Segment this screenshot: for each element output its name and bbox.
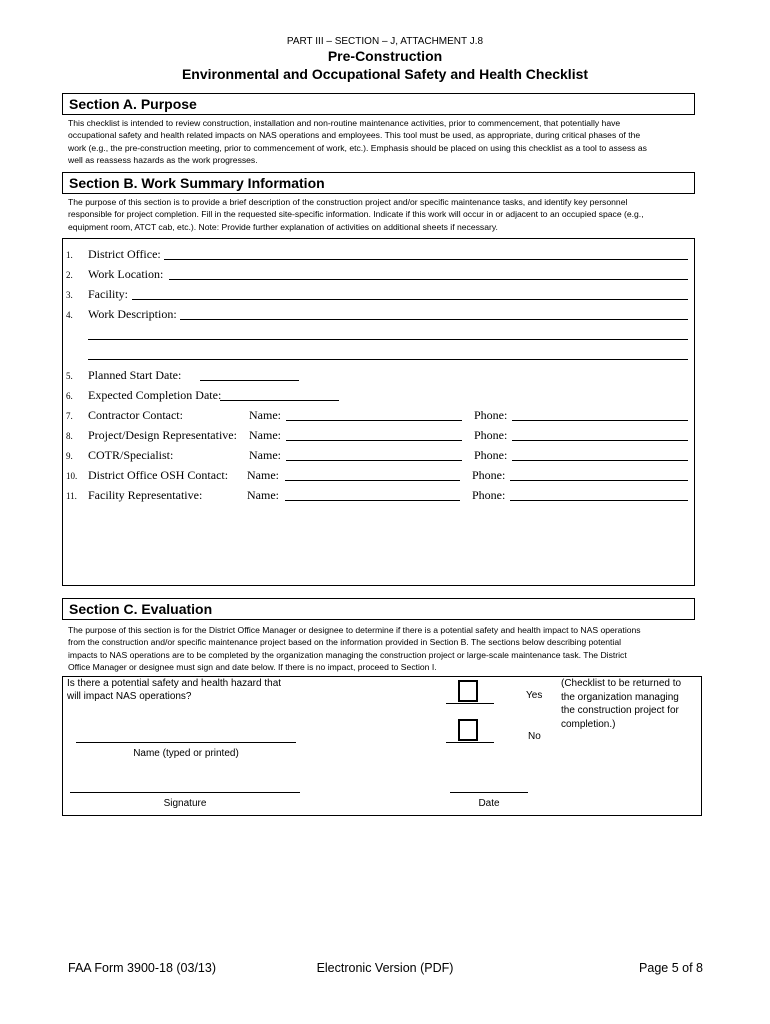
section-a-header — [62, 93, 695, 115]
item-number: 7. — [66, 411, 73, 421]
work-description-label: Work Description: — [88, 307, 177, 321]
hazard-question — [67, 678, 281, 703]
cotr-name-field[interactable] — [286, 460, 462, 461]
desc-line: Office Manager or designee must sign and date below. If there is no impact, proceed to Section I. — [68, 662, 437, 673]
item-number: 10. — [66, 471, 78, 481]
desc-line: work (e.g., the pre-construction meeting, prior to commencement of work, etc.). Emphasis should be placed on using this checklist as a tool to assess as — [68, 142, 647, 153]
no-checkbox-underline — [446, 742, 494, 743]
facility-rep-phone-field[interactable] — [510, 500, 688, 501]
note-line: the organization managing — [561, 691, 679, 703]
district-osh-name-field[interactable] — [285, 480, 460, 481]
project-design-rep-label: Project/Design Representative: — [88, 428, 237, 442]
name-caption: Name (typed or printed) — [133, 748, 239, 759]
district-office-label: District Office: — [88, 247, 161, 261]
section-c-description — [68, 624, 704, 674]
note-line: the construction project for — [561, 705, 679, 716]
item-number: 1. — [66, 250, 73, 260]
desc-line: equipment room, ATCT cab, etc.). Note: Provide further explanation of activities on additional sheets if necessary. — [68, 221, 498, 232]
item-number: 6. — [66, 391, 73, 401]
desc-line: This checklist is intended to review construction, installation and non-routine maintenance activities, prior to commencement, that potentially have — [68, 118, 621, 128]
page-subtitle: Environmental and Occupational Safety and Health Checklist — [181, 66, 589, 82]
item-number: 3. — [66, 290, 73, 300]
page-title: Pre-Construction — [327, 48, 443, 64]
desc-line: impacts to NAS operations are to be completed by the organization managing the construction project or large-scale maintenance task. The District — [68, 649, 627, 660]
question-line: Is there a potential safety and health hazard that — [67, 678, 282, 689]
work-description-field[interactable] — [180, 319, 688, 320]
name-printed-field[interactable] — [76, 742, 296, 743]
desc-line: The purpose of this section is to provide a brief description of the construction project and/or specific maintenance tasks, and identify key personnel — [68, 197, 628, 207]
expected-completion-field[interactable] — [220, 400, 339, 401]
planned-start-label: Planned Start Date: — [88, 368, 182, 382]
work-location-field[interactable] — [169, 279, 688, 280]
district-office-field[interactable] — [164, 259, 688, 260]
project-design-rep-phone-field[interactable] — [512, 440, 688, 441]
project-design-rep-name-field[interactable] — [286, 440, 462, 441]
contractor-name-field[interactable] — [286, 420, 462, 421]
phone-label: Phone: — [472, 468, 506, 482]
section-b-header — [62, 172, 695, 194]
desc-line: occupational safety and health related impacts on NAS operations and employees. This tool must be used, as appropriate, during critical phases of the — [68, 130, 641, 141]
name-label: Name: — [247, 488, 279, 502]
signature-field[interactable] — [70, 792, 300, 793]
question-line: will impact NAS operations? — [67, 690, 192, 702]
footer-form-number: FAA Form 3900-18 (03/13) — [68, 961, 216, 975]
expected-completion-label: Expected Completion Date: — [88, 388, 222, 402]
item-number: 2. — [66, 270, 73, 280]
note-line: (Checklist to be returned to — [561, 678, 682, 689]
name-label: Name: — [249, 448, 281, 462]
desc-line: responsible for project completion. Fill in the requested site-specific information. Indicate if this work will occur in or adjacent to an occupied space (e.g., — [68, 209, 644, 220]
date-field[interactable] — [450, 792, 528, 793]
contractor-contact-label: Contractor Contact: — [88, 408, 183, 422]
no-checkbox[interactable] — [458, 719, 478, 741]
date-caption: Date — [478, 798, 500, 809]
return-note — [561, 677, 681, 731]
item-number: 4. — [66, 310, 73, 320]
item-number: 11. — [66, 491, 77, 501]
desc-line: from the construction and/or specific maintenance project based on the information provided in Section B. The sections below describing potential — [68, 637, 622, 648]
no-label: No — [528, 731, 541, 742]
section-c-title: Section C. Evaluation — [69, 601, 213, 617]
phone-label: Phone: — [472, 488, 506, 502]
section-a-title: Section A. Purpose — [69, 96, 197, 112]
facility-rep-label: Facility Representative: — [88, 488, 203, 502]
section-a-description — [68, 117, 704, 167]
cotr-specialist-label: COTR/Specialist: — [88, 448, 174, 462]
district-osh-phone-field[interactable] — [510, 480, 688, 481]
contractor-phone-field[interactable] — [512, 420, 688, 421]
facility-field[interactable] — [132, 299, 688, 300]
note-line: completion.) — [561, 718, 616, 730]
work-location-label: Work Location: — [88, 267, 164, 281]
district-osh-contact-label: District Office OSH Contact: — [88, 468, 229, 482]
yes-checkbox[interactable] — [458, 680, 478, 702]
desc-line: well as reassess hazards as the work progresses. — [68, 155, 258, 166]
signature-caption: Signature — [163, 798, 207, 809]
work-description-field-line2[interactable] — [88, 339, 688, 340]
item-number: 8. — [66, 431, 73, 441]
name-label: Name: — [249, 428, 281, 442]
planned-start-field[interactable] — [200, 380, 299, 381]
name-label: Name: — [247, 468, 279, 482]
item-number: 5. — [66, 371, 73, 381]
phone-label: Phone: — [474, 428, 508, 442]
header-part: PART III – SECTION – J, ATTACHMENT J.8 — [286, 36, 484, 47]
name-label: Name: — [249, 408, 281, 422]
facility-label: Facility: — [88, 287, 128, 301]
facility-rep-name-field[interactable] — [285, 500, 460, 501]
desc-line: The purpose of this section is for the District Office Manager or designee to determine if there is a potential safety and health impact to NAS operations — [68, 625, 641, 635]
yes-label: Yes — [526, 690, 543, 701]
work-description-field-line3[interactable] — [88, 359, 688, 360]
phone-label: Phone: — [474, 448, 508, 462]
footer-page-number: Page 5 of 8 — [639, 961, 703, 975]
item-number: 9. — [66, 451, 73, 461]
cotr-phone-field[interactable] — [512, 460, 688, 461]
section-b-description — [68, 196, 704, 233]
section-b-title: Section B. Work Summary Information — [69, 175, 325, 191]
section-c-header — [62, 598, 695, 620]
footer-version: Electronic Version (PDF) — [316, 961, 454, 975]
yes-checkbox-underline — [446, 703, 494, 704]
phone-label: Phone: — [474, 408, 508, 422]
